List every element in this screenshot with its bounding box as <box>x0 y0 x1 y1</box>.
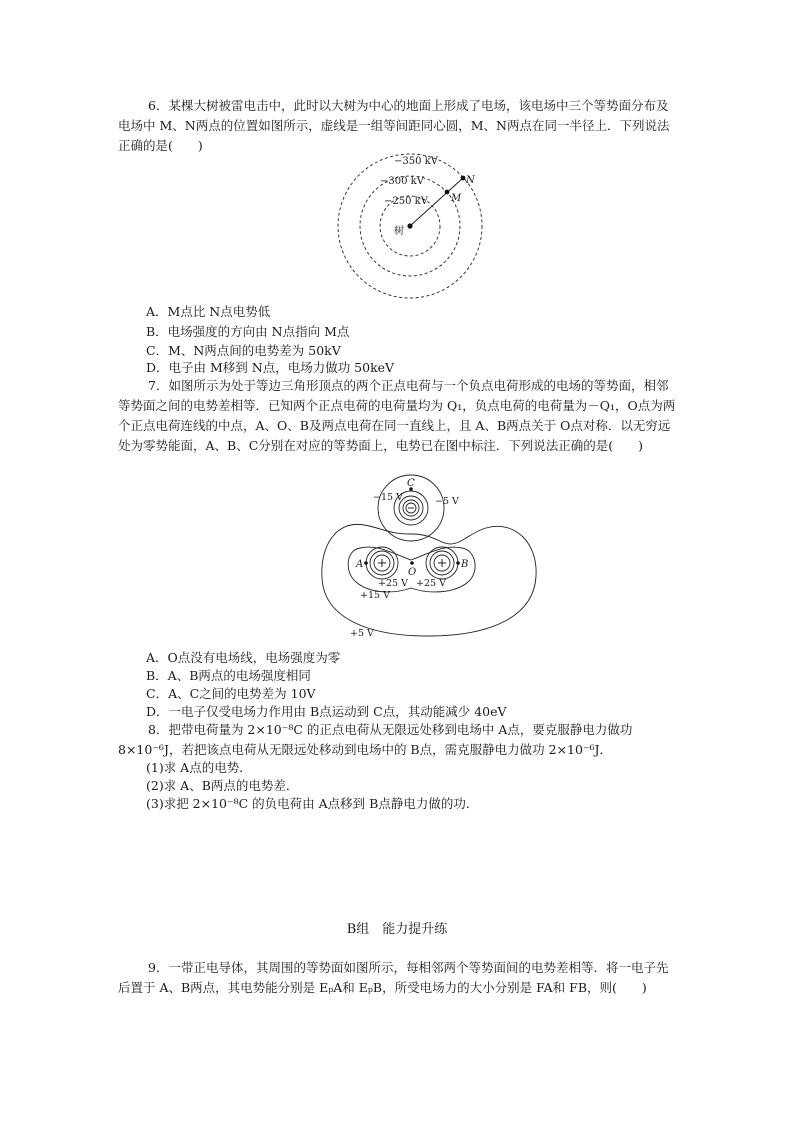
q8-stem: 8．把带电荷量为 2×10⁻⁸C 的正点电荷从无限远处移到电场中 A点，要克服静电力做功 8×10⁻⁶J，若把该点电荷从无限远处移动到电场中的 B点，需克服静电力做功 2×10⁻⁶J． <box>118 722 633 757</box>
point-m <box>445 190 450 195</box>
q6-equipotential-figure <box>320 150 510 310</box>
label-plus25v-left: +25 V <box>378 578 408 589</box>
label-plus5v: +5 V <box>350 628 374 639</box>
label-a: A <box>356 559 364 570</box>
label-c: C <box>407 478 415 489</box>
point-a <box>364 561 368 565</box>
q7-stem: 7．如图所示为处于等边三角形顶点的两个正点电荷与一个负点电荷形成的电场的等势面，相邻等势面之间的电势差相等．已知两个正点电荷的电荷量均为 Q₁，负点电荷的电荷量为－Q₁，O点为两个正点电荷连线的中点，A、O、B及两点电荷在同一直线上，且 A、B两点关于 O点对称．以无穷远处为零势能面，A、B、C分别在对应的等势面上，电势已在图中标注．下列说法正确的是( ) <box>118 378 676 453</box>
q6-option-a: A．M点比 N点电势低 <box>146 304 271 319</box>
label-plus15v: +15 V <box>360 590 390 601</box>
q6-option-b: B．电场强度的方向由 N点指向 M点 <box>146 324 350 339</box>
label-plus25v-right: +25 V <box>416 578 446 589</box>
label-minus15v: −15 V <box>373 492 403 503</box>
q7-option-b: B．A、B两点的电场强度相同 <box>146 668 311 683</box>
point-n <box>461 176 466 181</box>
point-o <box>410 561 414 565</box>
q8-sub-1: (1)求 A点的电势． <box>146 760 252 775</box>
q9-stem: 9．一带正电导体，其周围的等势面如图所示，每相邻两个等势面间的电势差相等．将一电子先后置于 A、B两点，其电势能分别是 EₚA和 EₚB，所受电场力的大小分别是 FA和 FB，则( ) <box>118 960 669 995</box>
q7-option-a: A．O点没有电场线，电场强度为零 <box>146 650 341 665</box>
q8-sub-3: (3)求把 2×10⁻⁸C 的负电荷由 A点移到 B点静电力做的功． <box>146 796 479 811</box>
label-tree: 树 <box>394 226 404 237</box>
label-350kv: −350 kV <box>394 156 438 167</box>
label-minus5v: −5 V <box>435 496 459 507</box>
label-250kv: −250 kV <box>384 196 428 207</box>
q6-stem: 6．某棵大树被雷电击中，此时以大树为中心的地面上形成了电场，该电场中三个等势面分布及电场中 M、N两点的位置如图所示，虚线是一组等间距同心圆，M、N两点在同一半径上．下列说法正确的是( ) <box>118 98 670 153</box>
tree-point <box>407 223 412 228</box>
q6-option-d: D．电子由 M移到 N点，电场力做功 50keV <box>146 360 395 375</box>
label-300kv: −300 kV <box>380 176 424 187</box>
section-b-heading: B组 能力提升练 <box>346 922 448 937</box>
q6-option-c: C．M、N两点间的电势差为 50kV <box>146 343 341 358</box>
point-b <box>456 561 460 565</box>
label-n: N <box>466 175 475 186</box>
label-m: M <box>451 193 462 204</box>
label-b: B <box>461 559 469 570</box>
label-o: O <box>408 567 417 578</box>
q7-option-c: C．A、C之间的电势差为 10V <box>146 686 316 701</box>
q7-option-d: D．一电子仅受电场力作用由 B点运动到 C点，其动能减少 40eV <box>146 704 507 719</box>
q7-equipotential-figure <box>316 468 546 644</box>
q8-sub-2: (2)求 A、B两点的电势差． <box>146 778 299 793</box>
